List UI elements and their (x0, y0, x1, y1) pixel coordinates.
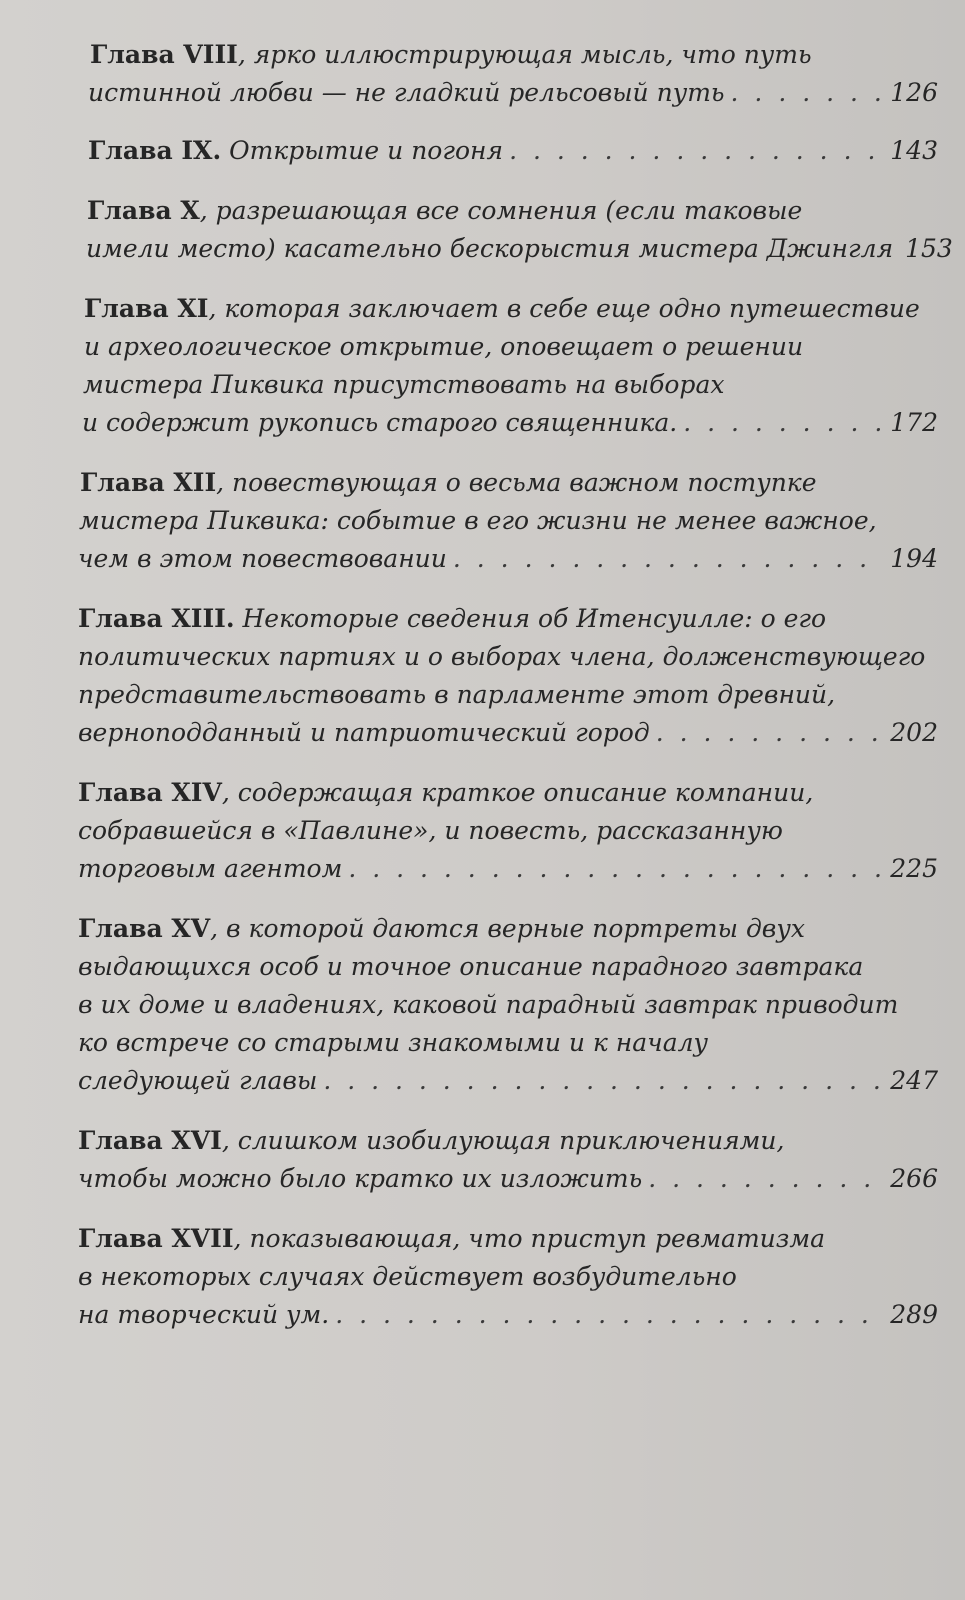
chapter-title-text: выдающихся особ и точное описание парадного завтрака (78, 952, 864, 981)
dot-leader (683, 404, 884, 442)
dot-leader (648, 1160, 884, 1198)
toc-entry (78, 132, 938, 170)
toc-line (78, 502, 938, 540)
toc-line (78, 1220, 938, 1258)
page-number: 202 (890, 718, 938, 747)
toc-line (78, 986, 938, 1024)
toc-line (78, 1122, 938, 1160)
toc-entry (78, 774, 938, 888)
chapter-title-text: в некоторых случаях действует возбудительно (78, 1262, 737, 1291)
chapter-label: Глава XII (80, 468, 217, 497)
chapter-title-text: имели место) касательно бескорыстия мистера Джингля (86, 234, 894, 263)
toc-last-line (78, 404, 938, 442)
chapter-title-text: , в которой даются верные портреты двух (210, 914, 805, 943)
page-number: 266 (890, 1164, 938, 1193)
toc-last-line (78, 1296, 938, 1334)
toc-line (78, 638, 938, 676)
toc-entry (78, 36, 938, 112)
toc-line (78, 812, 938, 850)
toc-entry (78, 910, 938, 1100)
toc-entry (78, 1220, 938, 1334)
toc-line (78, 290, 938, 328)
chapter-title-text: собравшейся в «Павлине», и повесть, рассказанную (78, 816, 783, 845)
toc-line (78, 328, 938, 366)
toc-last-line (78, 714, 938, 752)
chapter-title-text: , показывающая, что приступ ревматизма (233, 1224, 826, 1253)
chapter-title-text: и археологическое открытие, оповещает о решении (84, 332, 804, 361)
dot-leader (656, 714, 885, 752)
chapter-title-text: , слишком изобилующая приключениями, (221, 1126, 785, 1155)
dot-leader (509, 132, 884, 170)
page-number: 172 (890, 408, 938, 437)
toc-line (78, 36, 938, 74)
toc-last-line (78, 540, 938, 578)
table-of-contents (78, 36, 953, 1334)
page-number: 126 (890, 78, 938, 107)
chapter-title-text: Открытие и погоня (221, 136, 504, 165)
chapter-label: Глава XI (84, 294, 209, 323)
chapter-title-text: политических партиях и о выборах члена, долженствующего (78, 642, 926, 671)
chapter-label: Глава XIV (78, 778, 222, 807)
chapter-title-text: чтобы можно было кратко их изложить (78, 1164, 643, 1193)
chapter-title-text: и содержит рукопись старого священника. (82, 408, 678, 437)
dot-leader (453, 540, 884, 578)
toc-line (78, 192, 938, 230)
page-number: 225 (890, 854, 938, 883)
toc-last-line (78, 132, 938, 170)
toc-entry (78, 464, 938, 578)
chapter-title-text: , содержащая краткое описание компании, (221, 778, 814, 807)
page-number: 153 (905, 234, 953, 263)
chapter-label: Глава XIII. (78, 604, 235, 633)
chapter-title-text: , ярко иллюстрирующая мысль, что путь (237, 40, 812, 69)
chapter-title-text: Некоторые сведения об Итенсуилле: о его (234, 604, 827, 633)
chapter-title-text: на творческий ум. (78, 1300, 330, 1329)
toc-line (78, 1024, 938, 1062)
chapter-label: Глава XV (78, 914, 211, 943)
toc-line (78, 774, 938, 812)
chapter-title-text: следующей главы (78, 1066, 318, 1095)
chapter-title-text: мистера Пиквика присутствовать на выборах (83, 370, 725, 399)
chapter-title-text: , повествующая о весьма важном поступке (216, 468, 817, 497)
chapter-title-text: мистера Пиквика: событие в его жизни не менее важное, (79, 506, 877, 535)
chapter-title-text: представительствовать в парламенте этот древний, (78, 680, 836, 709)
chapter-label: Глава X (87, 196, 200, 225)
chapter-title-text: верноподданный и патриотический город (78, 718, 650, 747)
toc-line (78, 366, 938, 404)
toc-line (78, 676, 938, 714)
toc-entry (78, 290, 938, 442)
dot-leader (323, 1062, 884, 1100)
chapter-title-text: , разрешающая все сомнения (если таковые (199, 196, 803, 225)
toc-line (78, 600, 938, 638)
chapter-label: Глава XVI (78, 1126, 222, 1155)
page-number: 143 (890, 136, 938, 165)
chapter-title-text: чем в этом повествовании (78, 544, 447, 573)
toc-last-line (78, 1160, 938, 1198)
chapter-title-text: в их доме и владениях, каковой парадный завтрак приводит (78, 990, 899, 1019)
chapter-title-text: ко встрече со старыми знакомыми и к началу (78, 1028, 709, 1057)
toc-line (78, 1258, 938, 1296)
page-number: 194 (890, 544, 938, 573)
page-number: 247 (890, 1066, 938, 1095)
toc-line (78, 948, 938, 986)
toc-last-line (78, 74, 938, 112)
chapter-title-text: торговым агентом (78, 854, 343, 883)
toc-line-text (88, 132, 503, 170)
toc-entry (78, 192, 953, 268)
chapter-label: Глава XVII (78, 1224, 234, 1253)
toc-last-line (78, 850, 938, 888)
toc-line (78, 464, 938, 502)
dot-leader (348, 850, 884, 888)
toc-last-line (78, 230, 953, 268)
toc-entry (78, 1122, 938, 1198)
dot-leader (731, 74, 885, 112)
toc-last-line (78, 1062, 938, 1100)
chapter-title-text: истинной любви — не гладкий рельсовый путь (88, 78, 725, 107)
dot-leader (335, 1296, 884, 1334)
chapter-label: Глава IX. (88, 136, 222, 165)
page-number: 289 (890, 1300, 938, 1329)
chapter-label: Глава VIII (90, 40, 238, 69)
toc-line (78, 910, 938, 948)
chapter-title-text: , которая заключает в себе еще одно путешествие (208, 294, 920, 323)
toc-entry (78, 600, 938, 752)
